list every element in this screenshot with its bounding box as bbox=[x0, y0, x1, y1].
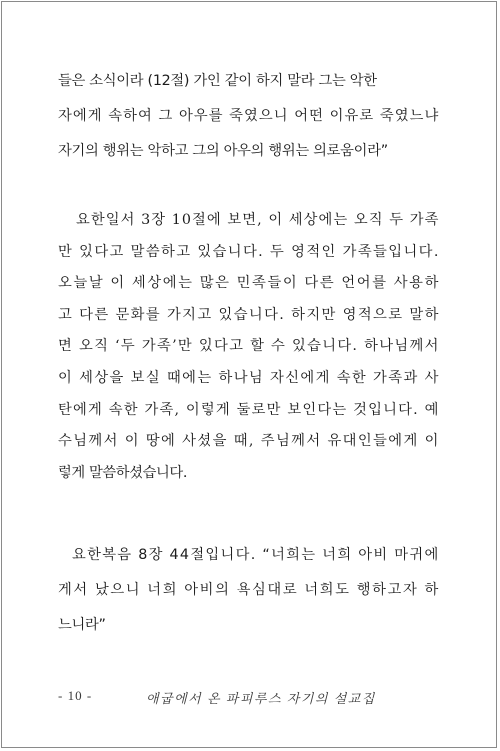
body-paragraph bbox=[58, 205, 438, 489]
text-line: 면 오직 ‘두 가족’만 있다고 할 수 있습니다. 하나님께서 bbox=[58, 338, 440, 355]
text-line: 수님께서 이 땅에 사셨을 때, 주님께서 유대인들에게 이 bbox=[58, 433, 440, 450]
text-line: 요한복음 8장 44절입니다. “너희는 너희 아비 마귀에 bbox=[72, 547, 440, 563]
text-line: 요한일서 3장 10절에 보면, 이 세상에는 오직 두 가족 bbox=[76, 212, 440, 228]
text-line: 자에게 속하여 그 아우를 죽였으니 어떤 이유로 죽였느냐 bbox=[58, 108, 440, 124]
text-line: 이 세상을 보실 때에는 하나님 자신에게 속한 가족과 사 bbox=[58, 369, 440, 386]
text-line: 고 다른 문화를 가지고 있습니다. 하지만 영적으로 말하 bbox=[58, 306, 440, 323]
text-line: 탄에게 속한 가족, 이렇게 둘로만 보인다는 것입니다. 예 bbox=[58, 401, 440, 418]
text-line: 렇게 말씀하셨습니다. bbox=[58, 464, 187, 481]
text-line: 게서 났으니 너희 아비의 욕심대로 너희도 행하고자 하 bbox=[58, 582, 440, 598]
text-line: 오늘날 이 세상에는 많은 민족들이 다른 언어를 사용하 bbox=[58, 275, 440, 292]
text-line: 들은 소식이라 (12절) 가인 같이 하지 말라 그는 악한 bbox=[58, 73, 377, 89]
text-line: 자기의 행위는 악하고 그의 아우의 행위는 의로움이라” bbox=[58, 143, 388, 159]
text-line: 느니라” bbox=[58, 617, 106, 633]
page-number: - 10 - bbox=[58, 688, 93, 703]
quote-paragraph-2 bbox=[58, 538, 438, 643]
running-title: 애굽에서 온 파피루스 자기의 설교집 bbox=[146, 691, 376, 706]
text-line: 만 있다고 말씀하고 있습니다. 두 영적인 가족들입니다. bbox=[58, 243, 440, 260]
quote-paragraph-1 bbox=[58, 64, 438, 169]
